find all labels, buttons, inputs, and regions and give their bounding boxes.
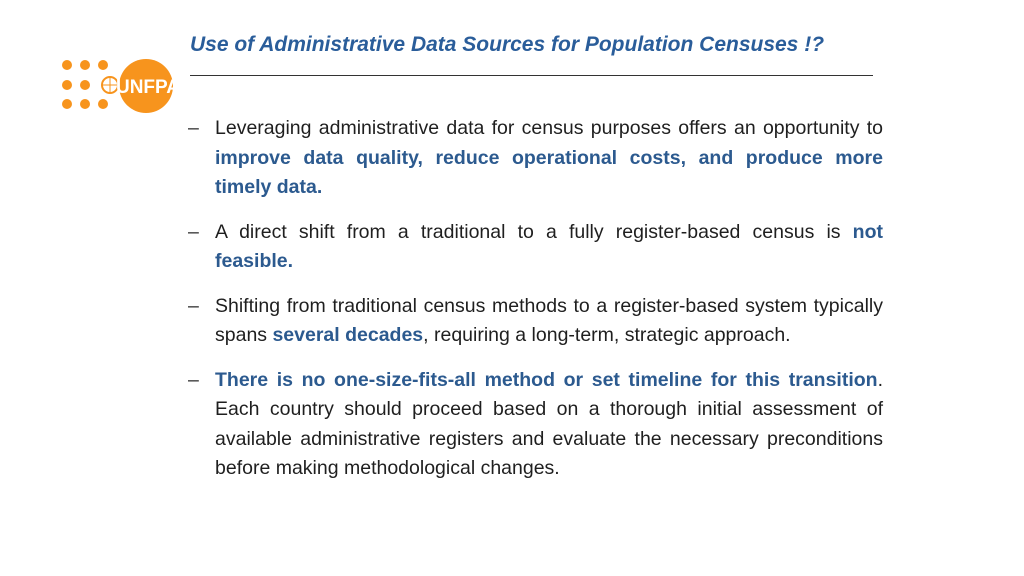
logo-text: UNFPA <box>115 77 180 98</box>
bullet-text: , requiring a long-term, strategic approach. <box>423 324 791 346</box>
bullet-item <box>188 218 883 277</box>
bullet-item <box>188 114 883 203</box>
bullet-text: Leveraging administrative data for census purposes offers an opportunity to <box>215 117 883 139</box>
bullet-dash: – <box>188 368 199 391</box>
bullet-list <box>188 114 883 499</box>
bullet-highlight: improve data quality, reduce operational costs, and produce more timely data. <box>215 146 883 198</box>
bullet-dash: – <box>188 117 199 139</box>
bullet-dash: – <box>188 220 199 243</box>
bullet-highlight: not feasible. <box>215 220 883 272</box>
bullet-highlight: There is no one-size-fits-all method or set timeline for this transition <box>215 368 878 391</box>
bullet-text: . Each country should proceed based on a thorough initial assessment of available administrative registers and evaluate the necessary preconditions before making methodological changes. <box>215 368 883 479</box>
bullet-item <box>188 366 883 484</box>
bullet-dash: – <box>188 294 199 317</box>
unfpa-logo <box>60 58 180 114</box>
bullet-text: A direct shift from a traditional to a fully register-based census is <box>215 220 853 243</box>
bullet-highlight: several decades <box>272 324 424 346</box>
title-divider <box>190 75 873 76</box>
page-title: Use of Administrative Data Sources for Population Censuses !? <box>190 33 825 56</box>
bullet-text: Shifting from traditional census methods to a register-based system typically spans <box>215 294 883 346</box>
bullet-item <box>188 292 883 351</box>
